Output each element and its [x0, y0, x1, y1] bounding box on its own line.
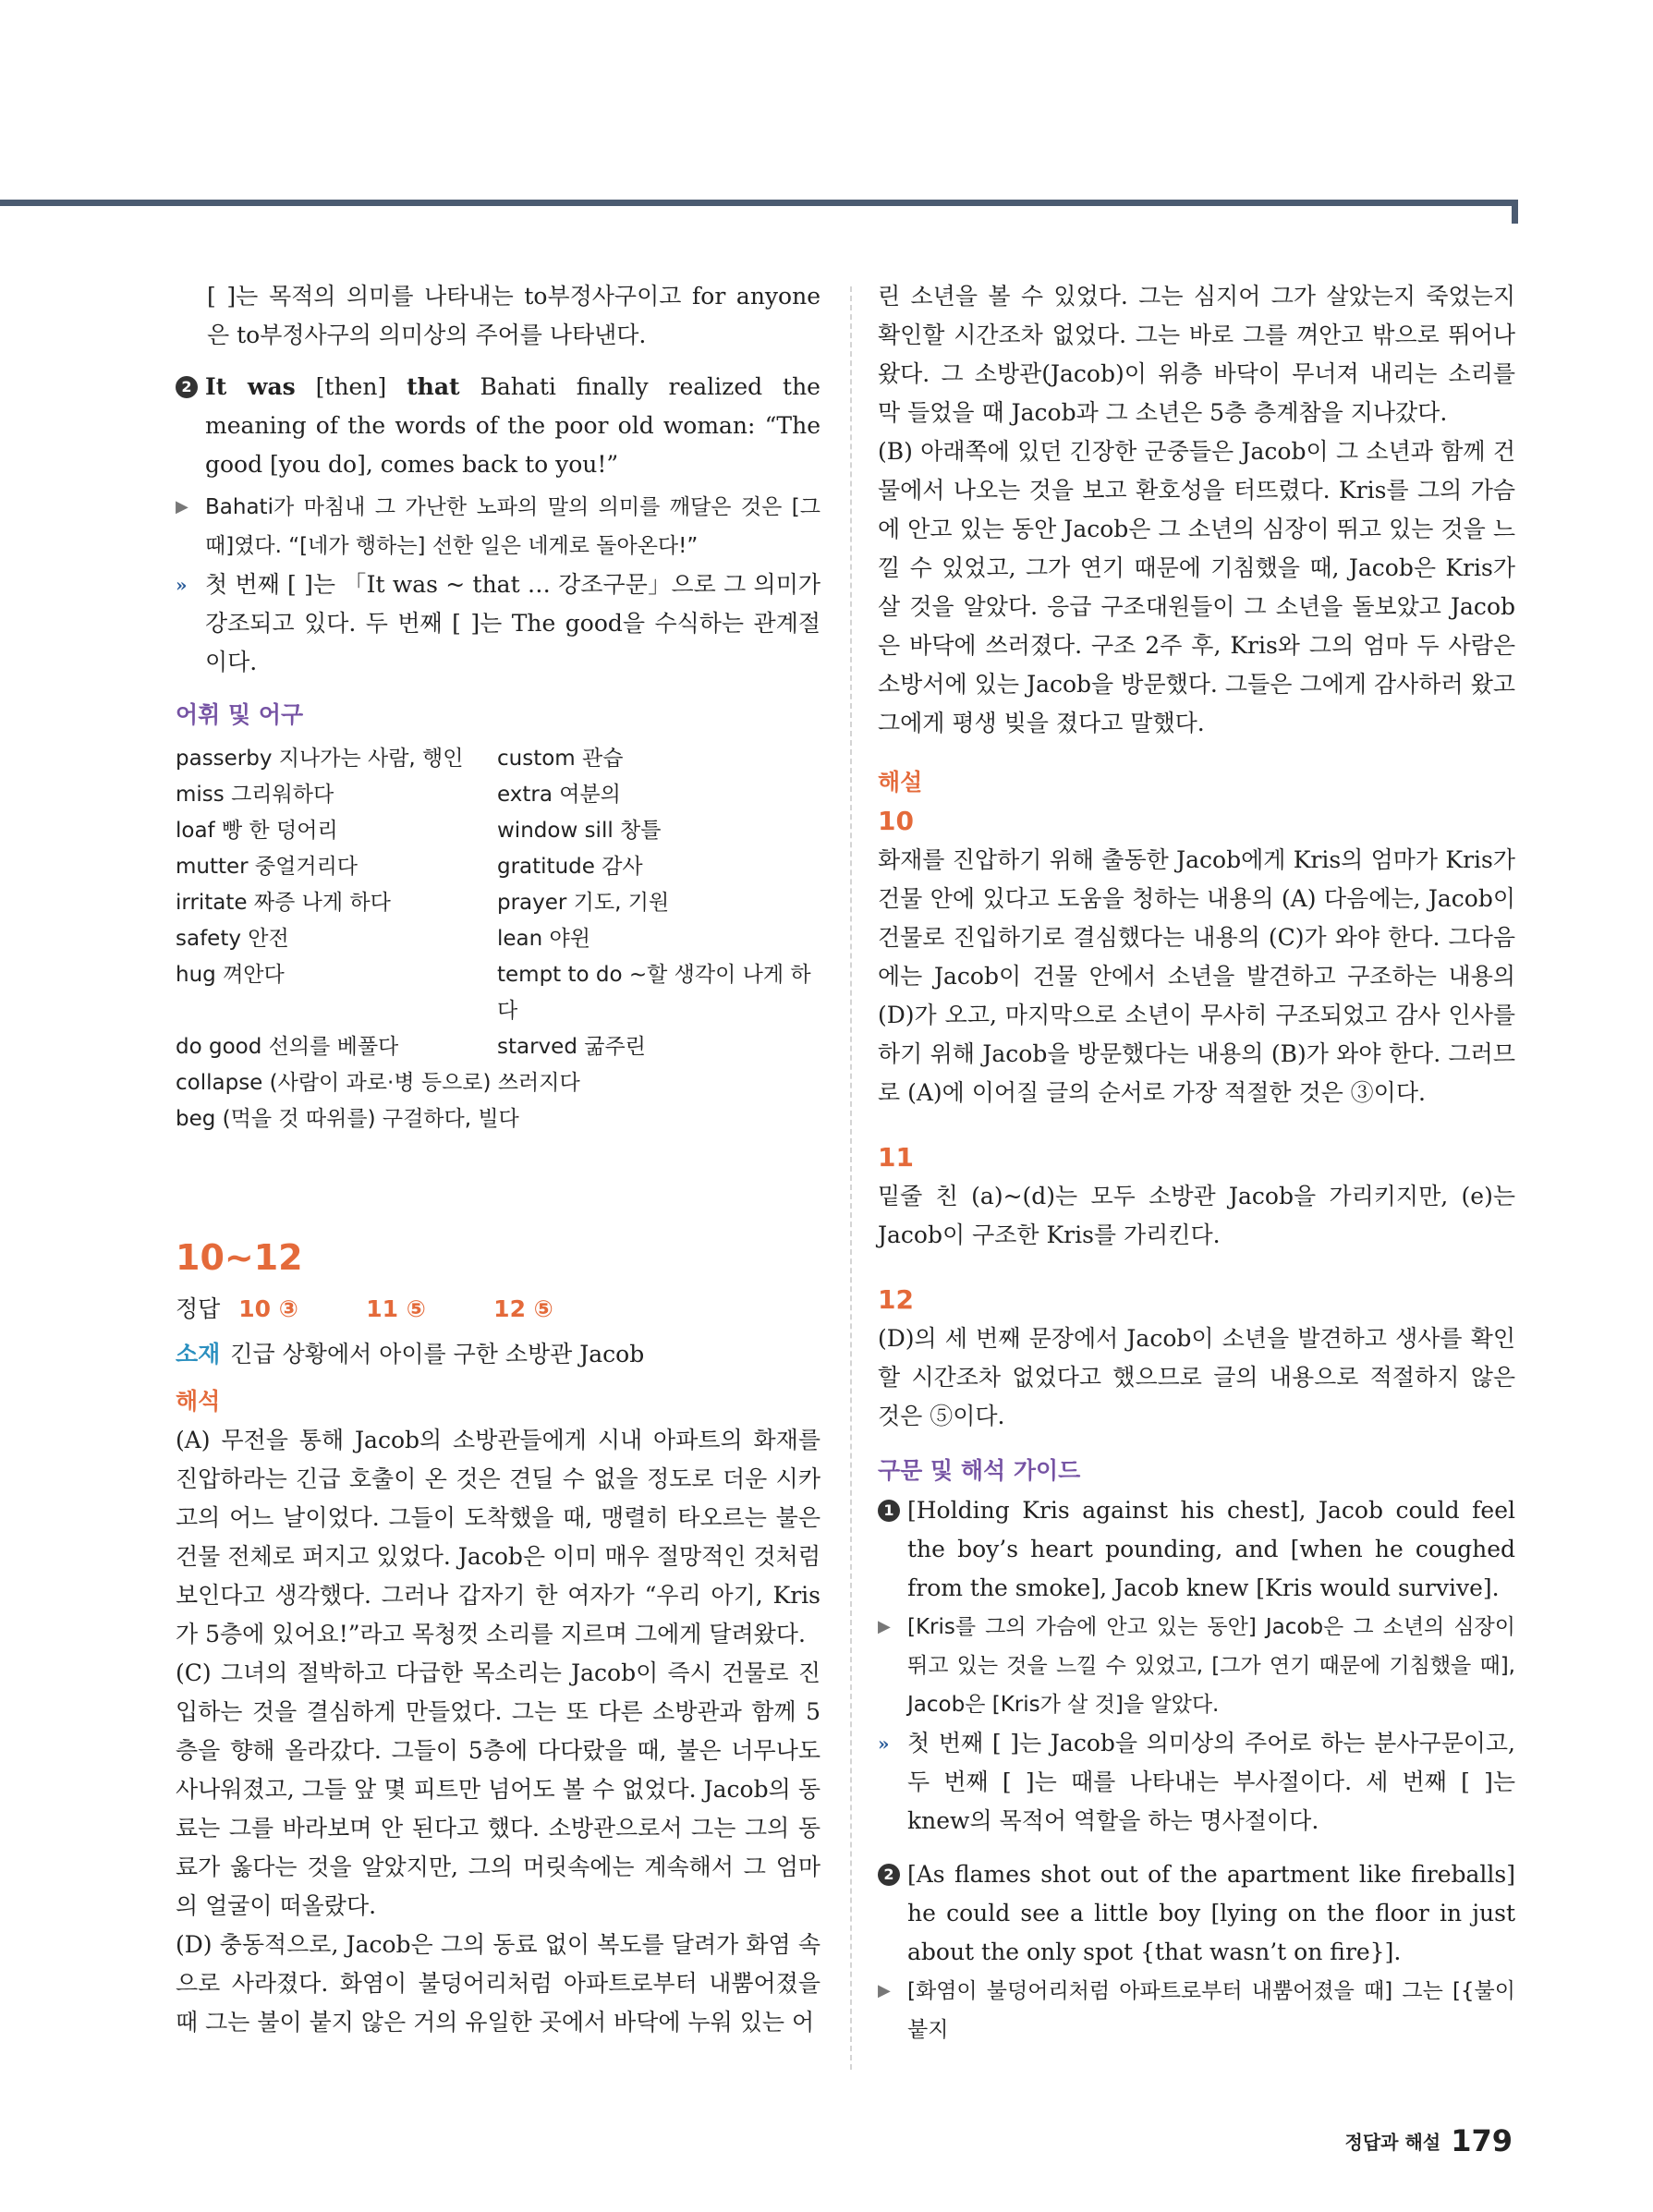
s2-rest: Bahati finally realized the meaning of the words of the poor old woman: “The good [you do], comes back to you!” — [205, 373, 820, 478]
right-column — [878, 277, 1515, 2049]
vocab-item: custom 관습 — [497, 747, 624, 771]
vocab-list — [176, 741, 820, 1137]
section-number: 10~12 — [176, 1237, 303, 1278]
triangle-arrow-icon: ▶ — [878, 1617, 891, 1636]
triangle-arrow-icon: ▶ — [176, 497, 188, 517]
vocab-item: tempt to do ~할 생각이 나게 하다 — [497, 963, 811, 1023]
vocab-item: irritate 짜증 나게 하다 — [176, 891, 391, 915]
vocab-item: do good 선의를 베풀다 — [176, 1035, 399, 1059]
vocab-item: beg (먹을 것 따위를) 구걸하다, 빌다 — [176, 1107, 519, 1131]
topic-text: 긴급 상황에서 아이를 구한 소방관 Jacob — [230, 1341, 645, 1367]
circled-number-2-icon: 2 — [878, 1864, 900, 1886]
answer-12: 12 ⑤ — [493, 1295, 553, 1322]
guide-1-note — [878, 1724, 1515, 1841]
note-continued: [ ]는 목적의 의미를 나타내는 to부정사구이고 for anyone 은 to부정사구의 의미상의 주어를 나타낸다. — [207, 283, 820, 348]
q10-text: 화재를 진압하기 위해 출동한 Jacob에게 Kris의 엄마가 Kris가 건물 안에 있다고 도움을 청하는 내용의 (A) 다음에는, Jacob이 건물로 진입하기로 결심했다는 내용의 (C)가 와야 한다. 그다음에는 Jacob이 건물 안에서 소년을 발견하고 구조하는 내용의 (D)가 오고, 마지막으로 소년이 무사히 구조되었고 감사 인사를 하기 위해 Jacob을 방문했다는 내용의 (B)가 와야 한다. 그러므로 (A)에 이어질 글의 순서로 가장 적절한 것은 ③이다. — [878, 846, 1515, 1106]
left-column — [176, 277, 820, 2042]
circled-number-1-icon: 1 — [878, 1500, 900, 1522]
guide-2 — [878, 1855, 1515, 1972]
triangle-arrow-icon: ▶ — [878, 1981, 891, 2000]
guide-1-sentence: [Holding Kris against his chest], Jacob could feel the boy’s heart pounding, and [when he coughed from the smoke], Jacob knew [Kris would survive]. — [907, 1497, 1515, 1601]
vocab-item: hug 껴안다 — [176, 963, 285, 987]
s2-note-text: 첫 번째 [ ]는 「It was ~ that … 강조구문」으로 그 의미가 강조되고 있다. 두 번째 [ ]는 The good을 수식하는 관계절이다. — [205, 571, 820, 675]
vocab-item: extra 여분의 — [497, 783, 621, 807]
translation-title: 해석 — [176, 1388, 221, 1415]
para-D: (D) 충동적으로, Jacob은 그의 동료 없이 복도를 달려가 화염 속으로 사라졌다. 화염이 불덩어리처럼 아파트로부터 내뿜어졌을 때 그는 불이 붙지 않은 거의 유일한 곳에서 바닥에 누워 있는 어 — [176, 1931, 820, 2036]
header-rule-tick — [1512, 200, 1518, 224]
vocab-item: collapse (사람이 과로·병 등으로) 쓰러지다 — [176, 1071, 580, 1095]
s2-note — [176, 565, 820, 682]
vocab-item: miss 그리워하다 — [176, 783, 334, 807]
guide-2-translation-text: [화염이 불덩어리처럼 아파트로부터 내뿜어졌을 때] 그는 [{불이 붙지 — [907, 1979, 1515, 2042]
vocab-item: prayer 기도, 기원 — [497, 891, 670, 915]
s2-bracket: [then] — [295, 373, 407, 400]
double-chevron-icon: » — [176, 574, 188, 596]
sentence-2 — [176, 368, 820, 484]
answer-line — [176, 1291, 820, 1328]
guide-2-translation — [878, 1972, 1515, 2049]
footer-label: 정답과 해설 — [1344, 2131, 1441, 2154]
column-divider — [850, 286, 852, 2070]
header-rule — [0, 200, 1517, 206]
emph-it-was: It was — [205, 373, 296, 400]
explanation-title: 해설 — [878, 769, 923, 796]
guide-1-translation — [878, 1608, 1515, 1724]
vocab-item: passerby 지나가는 사람, 행인 — [176, 747, 464, 771]
circled-number-2-icon: 2 — [176, 376, 198, 398]
vocab-title: 어휘 및 어구 — [176, 701, 304, 728]
answer-label: 정답 — [176, 1295, 221, 1322]
guide-1-note-text: 첫 번째 [ ]는 Jacob을 의미상의 주어로 하는 분사구문이고, 두 번째 [ ]는 때를 나타내는 부사절이다. 세 번째 [ ]는 knew의 목적어 역할을 하는 명사절이다. — [907, 1730, 1515, 1834]
guide-title: 구문 및 해석 가이드 — [878, 1457, 1081, 1484]
s2-translation-text: Bahati가 마침내 그 가난한 노파의 말의 의미를 깨달은 것은 [그때]였다. “[네가 행하는] 선한 일은 네게로 돌아온다!” — [205, 495, 820, 558]
vocab-item: window sill 창틀 — [497, 819, 662, 843]
emph-that: that — [407, 373, 460, 400]
topic-label: 소재 — [176, 1341, 221, 1367]
answer-11: 11 ⑤ — [366, 1295, 426, 1322]
para-C: (C) 그녀의 절박하고 다급한 목소리는 Jacob이 즉시 건물로 진입하는 것을 결심하게 만들었다. 그는 또 다른 소방관과 함께 5층을 향해 올라갔다. 그들이 5층에 다다랐을 때, 불은 너무나도 사나워졌고, 그들 앞 몇 피트만 넘어도 볼 수 없었다. Jacob의 동료는 그를 바라보며 안 된다고 했다. 소방관으로서 그는 그의 동료가 옳다는 것을 알았지만, 그의 머릿속에는 계속해서 그 엄마의 얼굴이 떠올랐다. — [176, 1659, 820, 1919]
page-footer — [1345, 2123, 1513, 2158]
para-D-continued: 린 소년을 볼 수 있었다. 그는 심지어 그가 살았는지 죽었는지 확인할 시간조차 없었다. 그는 바로 그를 껴안고 밖으로 뛰어나왔다. 그 소방관(Jacob)이 위층 바닥이 무너져 내리는 소리를 막 들었을 때 Jacob과 그 소년은 5층 층계참을 지나갔다. — [878, 283, 1515, 426]
s2-translation — [176, 488, 820, 565]
q11-text: 밑줄 친 (a)~(d)는 모두 소방관 Jacob을 가리키지만, (e)는 Jacob이 구조한 Kris를 가리킨다. — [878, 1183, 1515, 1248]
q12-text: (D)의 세 번째 문장에서 Jacob이 소년을 발견하고 생사를 확인할 시간조차 없었다고 했으므로 글의 내용으로 적절하지 않은 것은 ⑤이다. — [878, 1325, 1515, 1429]
q11-number: 11 — [878, 1142, 914, 1173]
answer-10: 10 ③ — [238, 1295, 298, 1322]
vocab-item: gratitude 감사 — [497, 855, 643, 879]
vocab-item: starved 굶주린 — [497, 1035, 646, 1059]
para-B: (B) 아래쪽에 있던 긴장한 군중들은 Jacob이 그 소년과 함께 건물에서 나오는 것을 보고 환호성을 터뜨렸다. Kris를 그의 가슴에 안고 있는 동안 Jacob은 그 소년의 심장이 뛰고 있는 것을 느낄 수 있었고, 그가 연기 때문에 기침했을 때, Jacob은 Kris가 살 것을 알았다. 응급 구조대원들이 그 소년을 돌보았고 Jacob은 바닥에 쓰러졌다. 구조 2주 후, Kris와 그의 엄마 두 사람은 소방서에 있는 Jacob을 방문했다. 그들은 그에게 감사하러 왔고 그에게 평생 빚을 졌다고 말했다. — [878, 438, 1515, 736]
q12-number: 12 — [878, 1284, 914, 1315]
guide-2-sentence: [As flames shot out of the apartment like fireballs] he could see a little boy [lying on the floor in just about the only spot {that wasn’t on fire}]. — [907, 1861, 1515, 1965]
vocab-item: lean 야윈 — [497, 927, 590, 951]
guide-1-translation-text: [Kris를 그의 가슴에 안고 있는 동안] Jacob은 그 소년의 심장이 뛰고 있는 것을 느낄 수 있었고, [그가 연기 때문에 기침했을 때], Jacob은 [Kris가 살 것]을 알았다. — [907, 1615, 1515, 1717]
page-number: 179 — [1451, 2123, 1513, 2158]
vocab-item: loaf 빵 한 덩어리 — [176, 819, 338, 843]
q10-number: 10 — [878, 806, 914, 836]
guide-1 — [878, 1491, 1515, 1608]
vocab-item: safety 안전 — [176, 927, 289, 951]
double-chevron-icon: » — [878, 1732, 890, 1755]
topic-line — [176, 1335, 820, 1377]
vocab-item: mutter 중얼거리다 — [176, 855, 359, 879]
para-A: (A) 무전을 통해 Jacob의 소방관들에게 시내 아파트의 화재를 진압하라는 긴급 호출이 온 것은 견딜 수 없을 정도로 더운 시카고의 어느 날이었다. 그들이 도착했을 때, 맹렬히 타오르는 불은 건물 전체로 퍼지고 있었다. Jacob은 이미 매우 절망적인 것처럼 보인다고 생각했다. 그러나 갑자기 한 여자가 “우리 아기, Kris가 5층에 있어요!”라고 목청껏 소리를 지르며 그에게 달려왔다. — [176, 1427, 820, 1647]
